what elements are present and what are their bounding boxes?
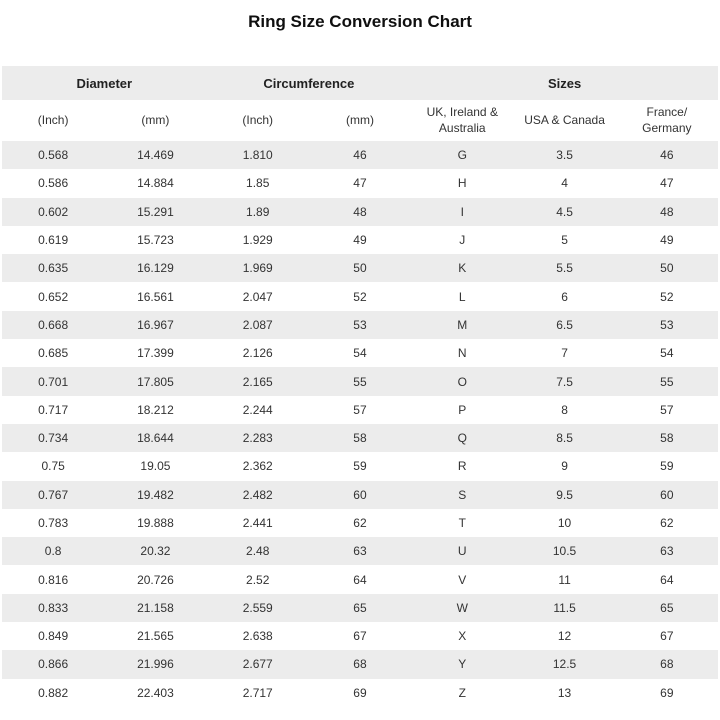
group-header-circumference: Circumference	[207, 66, 412, 100]
table-row	[2, 452, 718, 480]
table-row	[2, 622, 718, 650]
table-cell: 47	[660, 176, 674, 191]
table-cell: 2.244	[242, 402, 273, 417]
column-header-1: (mm)	[104, 100, 206, 141]
table-cell: 52	[660, 289, 674, 304]
table-cell: 54	[353, 346, 367, 361]
table-cell: 8.5	[513, 424, 615, 452]
table-cell: 11	[558, 572, 571, 587]
table-cell: 2.638	[242, 629, 273, 644]
table-cell: 0.75	[41, 459, 65, 474]
table-cell: 0.717	[38, 402, 69, 417]
column-header-2: (Inch)	[207, 100, 309, 141]
table-row	[2, 198, 718, 226]
table-cell: 2.52	[246, 572, 270, 587]
table-cell: 1.969	[207, 254, 309, 282]
table-row	[2, 481, 718, 509]
table-cell: 3.5	[513, 141, 615, 169]
table-cell: 0.685	[38, 346, 69, 361]
table-cell: 0.635	[2, 254, 104, 282]
table-cell: 0.568	[2, 141, 104, 169]
table-cell: P	[458, 402, 467, 417]
table-cell: 0.866	[2, 650, 104, 678]
table-cell: 2.441	[242, 516, 273, 530]
table-cell: 5.5	[513, 254, 615, 282]
table-row	[2, 424, 718, 452]
table-cell: 0.668	[2, 311, 104, 339]
table-cell: 54	[660, 346, 674, 361]
table-cell: 60	[616, 481, 718, 509]
table-cell: U	[411, 537, 513, 565]
group-header-sizes: Sizes	[411, 66, 718, 100]
table-row	[2, 594, 718, 622]
table-cell: 5	[561, 233, 568, 248]
table-cell: 2.165	[207, 367, 309, 395]
table-cell: 12	[557, 629, 572, 644]
table-cell: 2.087	[207, 311, 309, 339]
table-cell: 2.362	[242, 459, 273, 474]
table-cell: 17.399	[137, 346, 174, 361]
table-cell: 2.677	[207, 650, 309, 678]
table-cell: 9.5	[513, 481, 615, 509]
table-row	[2, 396, 718, 424]
table-cell: 64	[660, 572, 674, 587]
table-cell: 10.5	[513, 537, 615, 565]
table-cell: 49	[353, 233, 367, 248]
table-cell: 57	[353, 402, 367, 417]
table-cell: 46	[616, 141, 718, 169]
table-cell: Y	[411, 650, 513, 678]
table-cell: 69	[660, 685, 674, 700]
table-cell: 0.701	[2, 367, 104, 395]
table-cell: 16.967	[104, 311, 206, 339]
table-cell: 21.996	[104, 650, 206, 678]
table-cell: 60	[309, 481, 411, 509]
column-header-4: UK, Ireland & Australia	[411, 100, 513, 141]
table-cell: O	[411, 367, 513, 395]
table-cell: 64	[353, 572, 367, 587]
table-cell: 59	[353, 459, 367, 474]
table-row	[2, 509, 718, 537]
table-cell: 68	[309, 650, 411, 678]
table-cell: 0.767	[2, 481, 104, 509]
table-cell: 12.5	[513, 650, 615, 678]
table-cell: 0.816	[38, 572, 69, 587]
table-cell: 2.717	[242, 685, 273, 700]
table-cell: 57	[660, 402, 674, 417]
table-cell: 1.929	[242, 233, 273, 248]
table-cell: 20.32	[104, 537, 206, 565]
table-cell: K	[411, 254, 513, 282]
table-cell: T	[458, 516, 466, 530]
table-cell: 67	[353, 629, 367, 644]
table-cell: I	[411, 198, 513, 226]
ring-size-conversion-table	[2, 66, 718, 707]
table-cell: 58	[309, 424, 411, 452]
table-cell: 48	[309, 198, 411, 226]
table-cell: X	[458, 629, 467, 644]
table-cell: 62	[353, 516, 367, 530]
table-cell: 47	[353, 176, 367, 191]
table-cell: N	[457, 346, 467, 361]
table-cell: Q	[411, 424, 513, 452]
table-cell: 67	[660, 629, 674, 644]
table-cell: V	[458, 572, 467, 587]
table-cell: 63	[309, 537, 411, 565]
table-row	[2, 226, 718, 254]
table-cell: 0.586	[38, 176, 69, 191]
table-cell: 10	[557, 516, 572, 530]
table-body	[2, 141, 718, 707]
table-cell: 19.05	[140, 459, 171, 474]
table-cell: 13	[557, 685, 572, 700]
table-cell: R	[457, 459, 467, 474]
table-row	[2, 650, 718, 678]
table-cell: 0.619	[38, 233, 69, 248]
table-cell: 21.158	[104, 594, 206, 622]
table-row	[2, 565, 718, 593]
table-cell: 17.805	[104, 367, 206, 395]
table-cell: 2.283	[207, 424, 309, 452]
group-header-row	[2, 66, 718, 100]
table-cell: 49	[660, 233, 674, 248]
table-cell: 65	[616, 594, 718, 622]
table-cell: 50	[309, 254, 411, 282]
table-cell: 63	[616, 537, 718, 565]
table-row	[2, 339, 718, 367]
table-cell: 1.85	[246, 176, 270, 191]
page-title: Ring Size Conversion Chart	[248, 12, 472, 31]
table-cell: 22.403	[137, 685, 174, 700]
table-cell: 19.888	[137, 516, 174, 530]
table-cell: 50	[616, 254, 718, 282]
table-cell: 2.48	[207, 537, 309, 565]
table-cell: 2.559	[207, 594, 309, 622]
table-cell: 48	[616, 198, 718, 226]
table-cell: 0.734	[2, 424, 104, 452]
table-cell: M	[411, 311, 513, 339]
table-cell: Z	[458, 685, 466, 700]
table-cell: 18.644	[104, 424, 206, 452]
table-cell: 59	[660, 459, 674, 474]
table-cell: 58	[616, 424, 718, 452]
table-row	[2, 141, 718, 169]
table-row	[2, 679, 718, 707]
table-cell: 0.602	[2, 198, 104, 226]
table-row	[2, 311, 718, 339]
table-cell: 2.047	[242, 289, 273, 304]
table-cell: 15.723	[137, 233, 174, 248]
table-cell: 8	[561, 402, 568, 417]
table-cell: 53	[309, 311, 411, 339]
table-cell: 0.8	[2, 537, 104, 565]
table-cell: 1.89	[207, 198, 309, 226]
table-cell: 0.882	[38, 685, 69, 700]
table-cell: 7.5	[513, 367, 615, 395]
table-cell: 2.126	[242, 346, 273, 361]
table-cell: 14.884	[137, 176, 174, 191]
table-cell: 55	[309, 367, 411, 395]
table-cell: 15.291	[104, 198, 206, 226]
table-cell: 65	[309, 594, 411, 622]
table-cell: 7	[561, 346, 568, 361]
table-cell: 2.482	[207, 481, 309, 509]
table-cell: 16.129	[104, 254, 206, 282]
table-cell: W	[411, 594, 513, 622]
table-cell: 19.482	[104, 481, 206, 509]
table-cell: 11.5	[513, 594, 615, 622]
table-cell: 46	[309, 141, 411, 169]
column-header-5: USA & Canada	[513, 100, 615, 141]
column-header-0: (Inch)	[2, 100, 104, 141]
table-cell: 0.833	[2, 594, 104, 622]
table-cell: 0.652	[38, 289, 69, 304]
table-cell: L	[458, 289, 466, 304]
table-cell: 53	[616, 311, 718, 339]
table-row	[2, 282, 718, 310]
table-cell: J	[459, 233, 466, 248]
column-header-3: (mm)	[309, 100, 411, 141]
table-cell: 4.5	[513, 198, 615, 226]
table-cell: 6	[561, 289, 568, 304]
group-header-diameter: Diameter	[2, 66, 207, 100]
table-cell: 9	[561, 459, 568, 474]
column-header-6: France/ Germany	[616, 100, 718, 141]
table-cell: 0.849	[38, 629, 69, 644]
table-cell: 20.726	[137, 572, 174, 587]
table-cell: 62	[660, 516, 674, 530]
table-cell: 1.810	[207, 141, 309, 169]
table-cell: 16.561	[137, 289, 174, 304]
table-cell: 52	[353, 289, 367, 304]
table-cell: 6.5	[513, 311, 615, 339]
table-row	[2, 537, 718, 565]
table-cell: 68	[616, 650, 718, 678]
table-cell: 55	[616, 367, 718, 395]
column-header-row	[2, 100, 718, 141]
table-header	[2, 66, 718, 141]
table-cell: S	[411, 481, 513, 509]
table-row	[2, 254, 718, 282]
table-cell: 14.469	[104, 141, 206, 169]
table-cell: 69	[353, 685, 367, 700]
table-cell: G	[411, 141, 513, 169]
table-cell: 18.212	[137, 402, 174, 417]
table-cell: 0.783	[38, 516, 69, 530]
table-cell: H	[457, 176, 467, 191]
table-row	[2, 169, 718, 197]
table-cell: 21.565	[137, 629, 174, 644]
table-row	[2, 367, 718, 395]
table-cell: 4	[561, 176, 568, 191]
